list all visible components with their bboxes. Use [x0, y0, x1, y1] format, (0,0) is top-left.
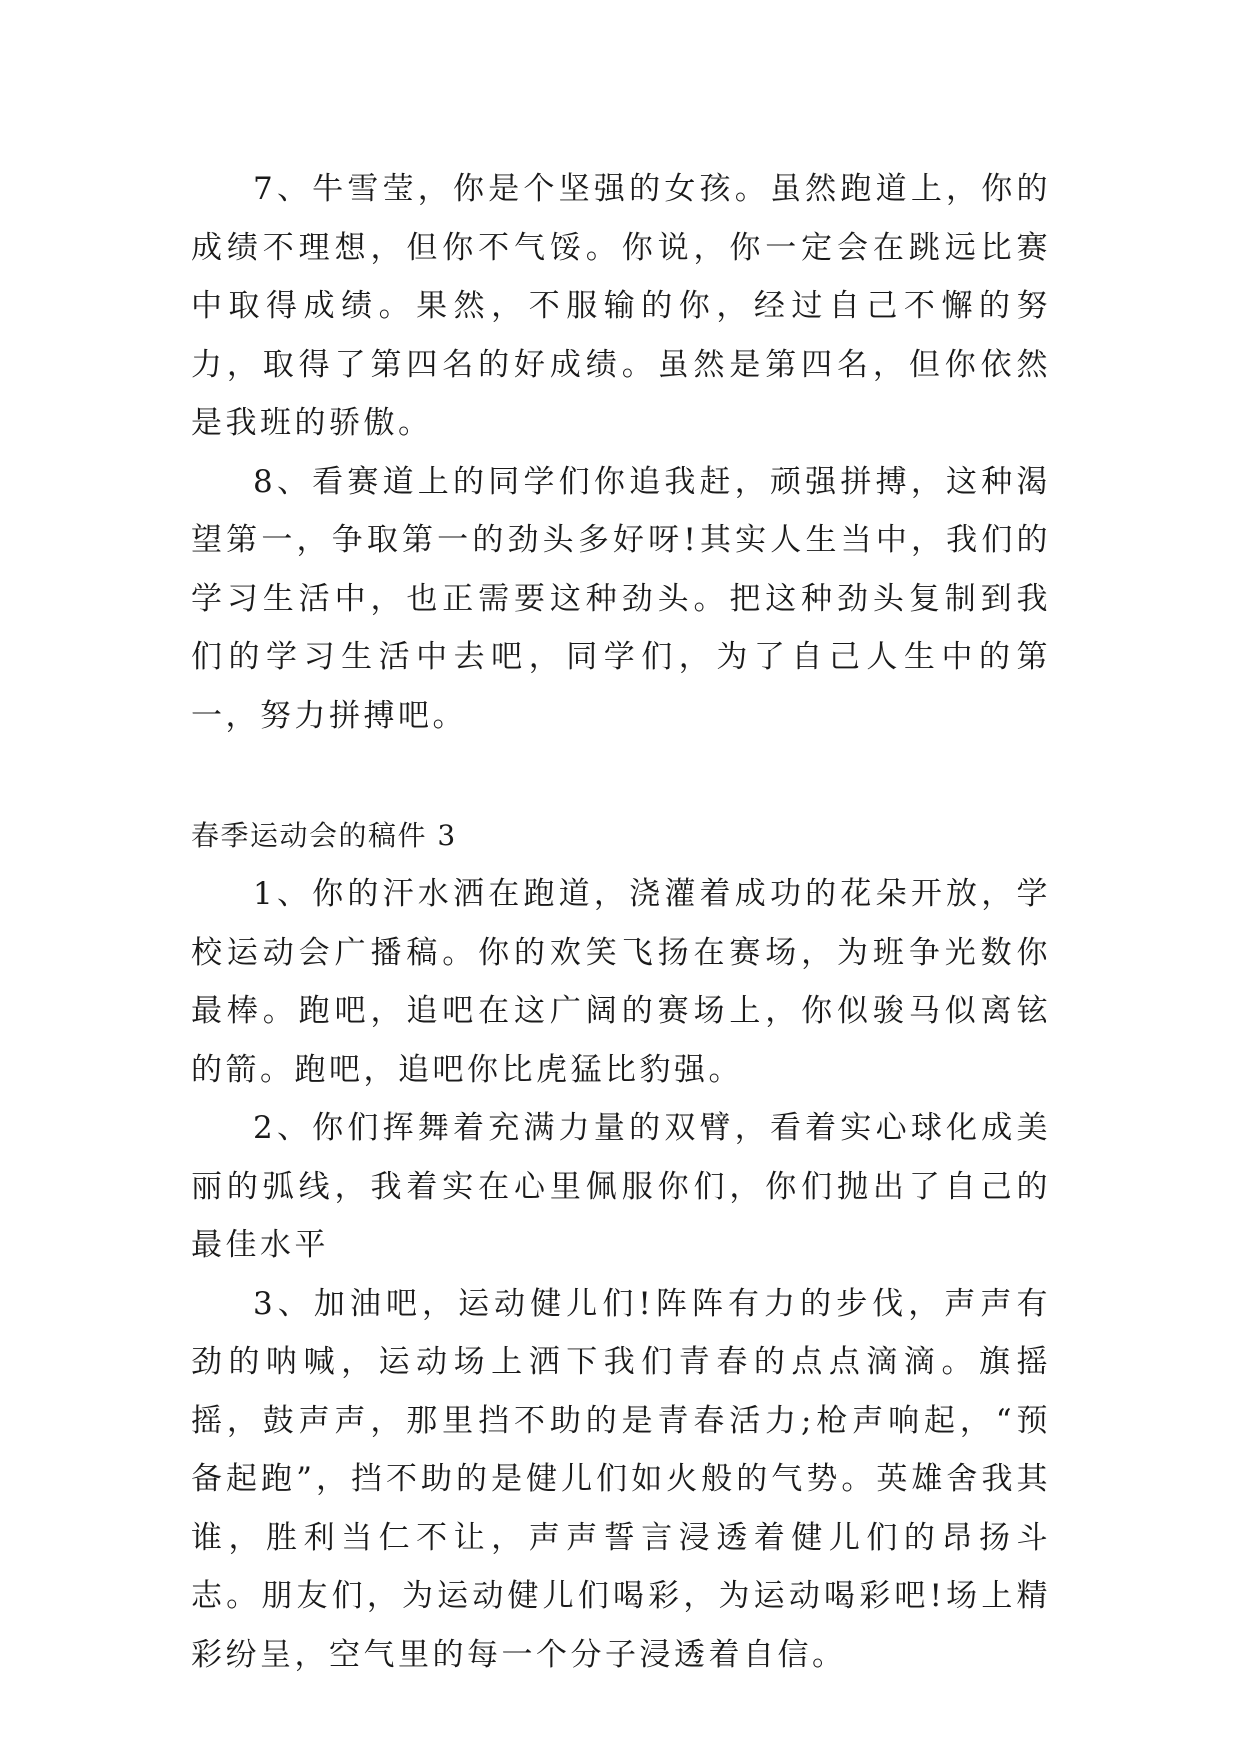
paragraph-7: 7、牛雪莹，你是个坚强的女孩。虽然跑道上，你的成绩不理想，但你不气馁。你说，你一定会在跳远比赛中取得成绩。果然，不服输的你，经过自己不懈的努力，取得了第四名的好成绩。虽然是第四名，但你依然是我班的骄傲。 — [191, 171, 1051, 441]
paragraph-1: 1、你的汗水洒在跑道，浇灌着成功的花朵开放，学校运动会广播稿。你的欢笑飞扬在赛场，为班争光数你最棒。跑吧，追吧在这广阔的赛场上，你似骏马似离铉的箭。跑吧，追吧你比虎猛比豹强。 — [191, 876, 1051, 1088]
paragraph-2: 2、你们挥舞着充满力量的双臂，看着实心球化成美丽的弧线，我着实在心里佩服你们，你们抛出了自己的最佳水平 — [191, 1110, 1051, 1263]
paragraph-3: 3、加油吧，运动健儿们!阵阵有力的步伐，声声有劲的呐喊，运动场上洒下我们青春的点点滴滴。旗摇摇，鼓声声，那里挡不助的是青春活力;枪声响起，“预备起跑”，挡不助的是健儿们如火般的气势。英雄舍我其谁，胜利当仁不让，声声誓言浸透着健儿们的昂扬斗志。朋友们，为运动健儿们喝彩，为运动喝彩吧!场上精彩纷呈，空气里的每一个分子浸透着自信。 — [191, 1285, 1051, 1673]
section-heading: 春季运动会的稿件 3 — [191, 819, 457, 852]
paragraph-8: 8、看赛道上的同学们你追我赶，顽强拼搏，这种渴望第一，争取第一的劲头多好呀!其实人生当中，我们的学习生活中，也正需要这种劲头。把这种劲头复制到我们的学习生活中去吧，同学们，为了自己人生中的第一，努力拼搏吧。 — [191, 463, 1051, 734]
document-body — [191, 160, 1051, 1684]
